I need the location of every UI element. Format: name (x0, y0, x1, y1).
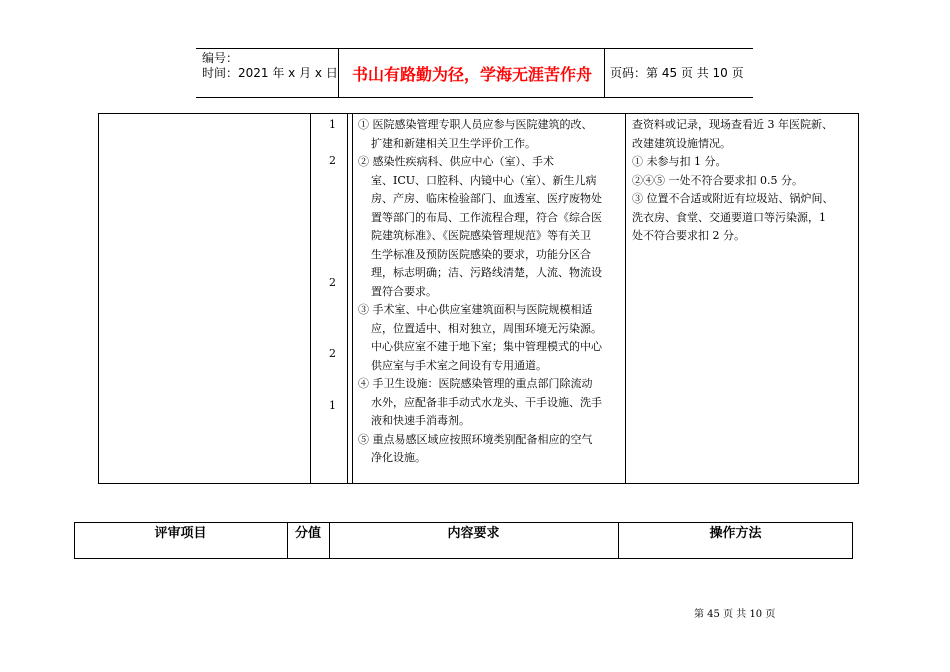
method-line: 洗衣房、食堂、交通要道口等污染源，1 (632, 210, 826, 224)
col-divider-4 (625, 113, 626, 484)
requirement-line: 中心供应室不建于地下室；集中管理模式的中心 (371, 340, 602, 353)
col-divider-1 (310, 113, 311, 484)
requirement-line: ④ 手卫生设施：医院感染管理的重点部门除流动 (358, 377, 593, 390)
requirement-item-3 (358, 301, 620, 375)
header-top-line (196, 48, 753, 49)
requirement-line: 水外，应配备非手动式水龙头、干手设施、洗手 (371, 395, 602, 409)
header-time-label: 时间：2021 年 x 月 x 日 (202, 66, 338, 80)
requirement-line: 液和快速手消毒剂。 (371, 414, 470, 427)
score-item-4: 2 (329, 347, 336, 360)
requirement-line: ⑤ 重点易感区域应按照环境类别配备相应的空气 (358, 432, 593, 446)
method-line: ① 未参与扣 1 分。 (632, 155, 727, 168)
requirement-line: 生学标准及预防医院感染的要求，功能分区合 (371, 247, 591, 261)
th-operation-method: 操作方法 (709, 526, 762, 541)
col-divider-3 (352, 113, 353, 484)
method-line: 处不符合要求扣 2 分。 (632, 229, 745, 242)
th-content-requirements: 内容要求 (447, 526, 500, 541)
method-line: ②④⑤ 一处不符合要求扣 0.5 分。 (632, 173, 803, 187)
requirement-line: ② 感染性疾病科、供应中心（室）、手术 (358, 155, 554, 168)
requirement-line: ① 医院感染管理专职人员应参与医院建筑的改、 (358, 118, 593, 131)
page-footer: 第 45 页 共 10 页 (694, 609, 776, 620)
requirement-line: 室、ICU、口腔科、内镜中心（室）、新生儿病 (371, 173, 597, 187)
method-line: ③ 位置不合适或附近有垃圾站、锅炉间、 (632, 192, 834, 205)
score-item-1: 1 (329, 118, 336, 131)
header-divider-left (338, 48, 339, 98)
header-bottom-line (196, 97, 753, 98)
requirement-line: 应，位置适中、相对独立，周围环境无污染源。 (371, 321, 602, 335)
requirement-line: 置符合要求。 (371, 284, 437, 298)
requirement-line: 扩建和新建相关卫生学评价工作。 (371, 136, 536, 150)
th-review-item: 评审项目 (154, 526, 207, 541)
th-score: 分值 (294, 526, 321, 541)
requirement-line: 净化设施。 (371, 451, 426, 464)
requirement-line: 置等部门的布局、工作流程合理，符合《综合医 (371, 210, 602, 224)
header-motto: 书山有路勤为径，学海无涯苦作舟 (352, 65, 593, 84)
score-item-5: 1 (329, 399, 336, 412)
score-item-2: 2 (329, 154, 336, 167)
method-line: 查资料或记录，现场查看近 3 年医院新、 (632, 118, 833, 131)
score-item-3: 2 (329, 276, 336, 289)
col-divider-2 (347, 113, 348, 484)
header-divider-right (604, 48, 605, 98)
operation-method (632, 116, 854, 246)
requirement-item-2 (358, 153, 620, 301)
requirement-list (358, 116, 620, 468)
requirement-item-5 (358, 431, 620, 468)
requirement-item-1 (358, 116, 620, 153)
header-page-label: 页码：第 45 页 共 10 页 (610, 66, 744, 80)
requirement-line: 理，标志明确；洁、污路线清楚，人流、物流设 (371, 266, 602, 279)
requirement-line: 房、产房、临床检验部门、血透室、医疗废物处 (371, 192, 602, 205)
requirement-item-4 (358, 375, 620, 431)
requirement-line: 供应室与手术室之间设有专用通道。 (371, 358, 547, 372)
method-line: 改建建筑设施情况。 (632, 136, 731, 150)
header-code-label: 编号： (202, 51, 239, 65)
requirement-line: ③ 手术室、中心供应室建筑面积与医院规模相适 (358, 303, 593, 316)
requirement-line: 院建筑标准》、《医院感染管理规范》等有关卫 (371, 229, 591, 242)
